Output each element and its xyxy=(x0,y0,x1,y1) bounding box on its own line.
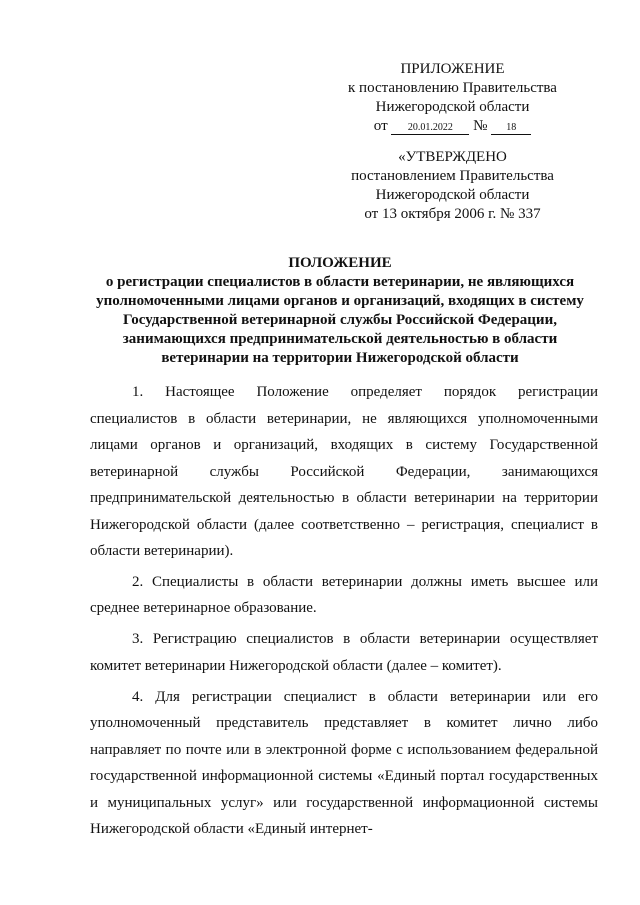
paragraph-1: 1. Настоящее Положение определяет порядок регистрации специалистов в области ветеринарии, не являющихся уполномоченными лицами органов и организаций, входящих в систему Государственной ветеринарной службы Российской Федерации, занимающихся предпринимательской деятельностью в области ветеринарии на территории Нижегородской области (далее соответственно – регистрация, специалист в области ветеринарии). xyxy=(90,384,598,559)
appendix-title: ПРИЛОЖЕНИЕ xyxy=(400,61,505,77)
paragraph-2: 2. Специалисты в области ветеринарии должны иметь высшее или среднее ветеринарное образование. xyxy=(90,573,598,617)
decree-date: 20.01.2022 xyxy=(391,122,469,135)
decree-number: 18 xyxy=(491,122,531,135)
approved-title: «УТВЕРЖДЕНО xyxy=(398,149,507,165)
approved-line-4: от 13 октября 2006 г. № 337 xyxy=(364,206,541,222)
title-heading: ПОЛОЖЕНИЕ xyxy=(288,255,392,271)
approved-line-3: Нижегородской области xyxy=(375,187,530,203)
title-subtitle-line: ветеринарии на территории Нижегородской области xyxy=(161,350,519,366)
appendix-block xyxy=(330,60,575,136)
document-title xyxy=(90,254,590,368)
title-subtitle-line: занимающихся предпринимательской деятельностью в области xyxy=(122,331,558,347)
title-subtitle-line: Государственной ветеринарной службы Российской Федерации, xyxy=(123,312,557,328)
appendix-date-line xyxy=(330,117,575,136)
paragraph-3: 3. Регистрацию специалистов в области ветеринарии осуществляет комитет ветеринарии Нижегородской области (далее – комитет). xyxy=(90,631,598,674)
title-subtitle-line: уполномоченными лицами органов и организаций, входящих в систему xyxy=(96,293,584,309)
document-body xyxy=(90,379,598,843)
paragraph-4: 4. Для регистрации специалист в области ветеринарии или его уполномоченный представитель представляет в комитет лично либо направляет по почте или в электронной форме с использованием федеральной государственной информационной системы «Единый портал государственных и муниципальных услуг» или государственной информационной системы Нижегородской области «Единый интернет- xyxy=(90,688,598,838)
approved-block xyxy=(330,148,575,224)
title-subtitle-line: о регистрации специалистов в области ветеринарии, не являющихся xyxy=(105,274,575,290)
from-label: от xyxy=(373,118,388,134)
approved-line-2: постановлением Правительства xyxy=(351,168,554,184)
appendix-line-2: к постановлению Правительства xyxy=(348,80,557,96)
number-label: № xyxy=(473,118,488,134)
appendix-line-3: Нижегородской области xyxy=(375,99,530,115)
